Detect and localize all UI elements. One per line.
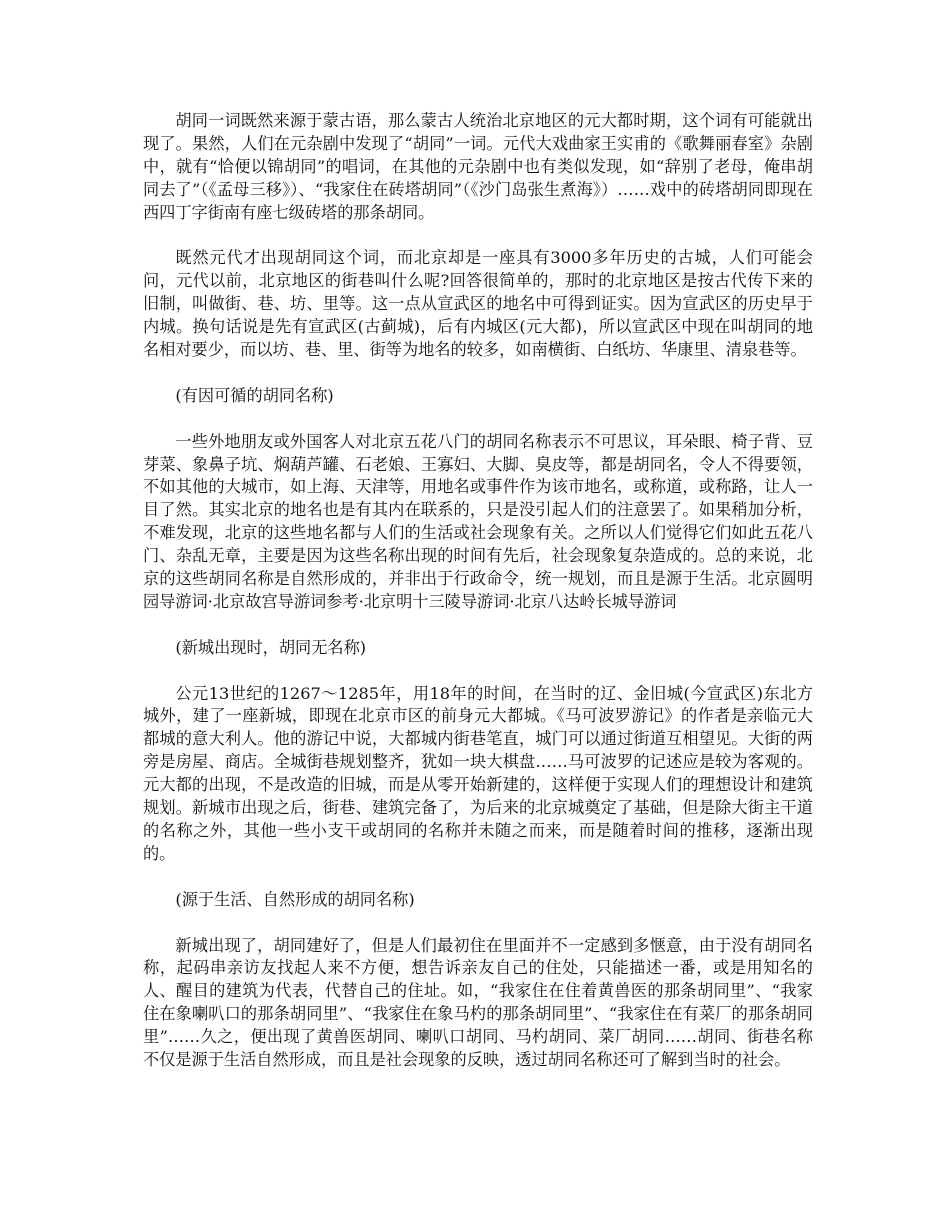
paragraph-before-yuan: 既然元代才出现胡同这个词，而北京却是一座具有3000多年历史的古城，人们可能会问，元代以前，北京地区的街巷叫什么呢?回答很简单的，那时的北京地区是按古代传下来的旧制，叫做街、巷、坊、里等。这一点从宣武区的地名中可得到证实。因为宣武区的历史早于内城。换句话说是先有宣武区(古蓟城)，后有内城区(元大都)，所以宣武区中现在叫胡同的地名相对要少，而以坊、巷、里、街等为地名的较多，如南横街、白纸坊、华康里、清泉巷等。 xyxy=(143,248,813,360)
paragraph-strange-names: 一些外地朋友或外国客人对北京五花八门的胡同名称表示不可思议，耳朵眼、椅子背、豆芽菜、象鼻子坑、焖葫芦罐、石老娘、王寡妇、大脚、臭皮等，都是胡同名，令人不得要领，不如其他的大城市，如上海、天津等，用地名或事件作为该市地名，或称道，或称路，让人一目了然。其实北京的地名也是有其内在联系的，只是没引起人们的注意罢了。如果稍加分析，不难发现，北京的这些地名都与人们的生活或社会现象有关。之所以人们觉得它们如此五花八门、杂乱无章，主要是因为这些名称出现的时间有先后，社会现象复杂造成的。总的来说，北京的这些胡同名称是自然形成的，并非出于行政命令，统一规划，而且是源于生活。北京圆明园导游词·北京故宫导游词参考·北京明十三陵导游词·北京八达岭长城导游词 xyxy=(143,431,813,611)
section-heading-traceable-names: (有因可循的胡同名称) xyxy=(175,385,334,405)
section-heading-new-city: (新城出现时，胡同无名称) xyxy=(175,637,367,657)
paragraph-natural-names: 新城出现了，胡同建好了，但是人们最初住在里面并不一定感到多惬意，由于没有胡同名称，起码串亲访友找起人来不方便，想告诉亲友自己的住处，只能描述一番，或是用知名的人、醒目的建筑为代表，代替自己的住址。如，“我家住在住着黄兽医的那条胡同里”、“我家住在象喇叭口的那条胡同里”、“我家住在象马杓的那条胡同里”、“我家住在有菜厂的那条胡同里”……久之，便出现了黄兽医胡同、喇叭口胡同、马杓胡同、菜厂胡同……胡同、街巷名称不仅是源于生活自然形成，而且是社会现象的反映，透过胡同名称还可了解到当时的社会。 xyxy=(143,935,813,1070)
paragraph-yuan-dadu: 公元13世纪的1267～1285年，用18年的时间，在当时的辽、金旧城(今宣武区)东北方城外，建了一座新城，即现在北京市区的前身元大都城。《马可波罗游记》的作者是亲临元大都城的意大利人。他的游记中说，大都城内街巷笔直，城门可以通过街道互相望见。大街的两旁是房屋、商店。全城街巷规划整齐，犹如一块大棋盘……马可波罗的记述应是较为客观的。元大都的出现，不是改造的旧城，而是从零开始新建的，这样便于实现人们的理想设计和建筑规划。新城市出现之后，街巷、建筑完备了，为后来的北京城奠定了基础，但是除大街主干道的名称之外，其他一些小支干或胡同的名称并未随之而来，而是随着时间的推移，逐渐出现的。 xyxy=(143,683,813,863)
document-body xyxy=(143,110,813,1095)
section-heading-from-life: (源于生活、自然形成的胡同名称) xyxy=(175,889,415,909)
paragraph-hutong-origin: 胡同一词既然来源于蒙古语，那么蒙古人统治北京地区的元大都时期，这个词有可能就出现了。果然，人们在元杂剧中发现了“胡同”一词。元代大戏曲家王实甫的《歌舞丽春室》杂剧中，就有“恰便以锦胡同”的唱词，在其他的元杂剧中也有类似发现，如“辞别了老母，俺串胡同去了”（《孟母三移》）、“我家住在砖塔胡同”（《沙门岛张生煮海》）……戏中的砖塔胡同即现在西四丁字街南有座七级砖塔的那条胡同。 xyxy=(143,111,813,222)
